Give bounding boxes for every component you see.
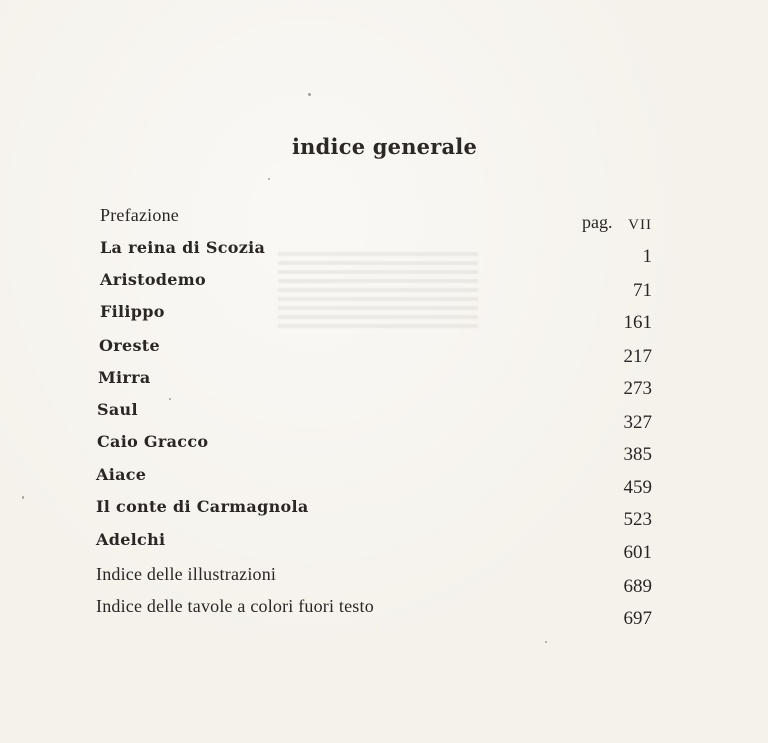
toc-entry-title: Indice delle illustrazioni	[96, 564, 277, 584]
page-title: indice generale	[292, 134, 478, 159]
toc-entry-title: Indice delle tavole a colori fuori testo	[96, 596, 374, 616]
paper-speck	[545, 641, 547, 643]
toc-entry	[96, 465, 652, 498]
toc-entry-page-number: 1	[642, 246, 652, 267]
toc-entry-page-number: 385	[623, 444, 652, 465]
toc-entry-page-number: 523	[623, 509, 652, 530]
toc-entry-title: Mirra	[98, 368, 151, 387]
paper-speck	[268, 178, 270, 180]
toc-entry-title: Saul	[97, 400, 138, 419]
toc-entry-page-number: 459	[623, 477, 652, 498]
toc-entry-title: Oreste	[99, 336, 160, 355]
toc-entry	[100, 302, 652, 333]
toc-entry-page-number: 697	[623, 608, 652, 629]
toc-entry-title: Prefazione	[100, 205, 179, 225]
page-abbreviation-label: pag.	[582, 212, 613, 232]
toc-entry	[100, 205, 652, 231]
toc-entry-page-number: 71	[633, 280, 652, 301]
toc-entry-page-number: 689	[623, 576, 652, 597]
toc-entry-page-number: 161	[623, 312, 652, 333]
toc-entry-title: Caio Gracco	[97, 432, 209, 451]
toc-entry-page-number: 327	[623, 412, 652, 433]
toc-entry-page-number: 273	[623, 378, 652, 399]
toc-entry-title: Aiace	[96, 465, 147, 484]
toc-entry	[97, 432, 652, 465]
toc-entry	[98, 368, 652, 399]
paper-speck	[308, 93, 311, 96]
toc-entry	[96, 596, 652, 629]
toc-entry-title: Aristodemo	[100, 270, 206, 289]
toc-entry	[96, 497, 652, 530]
paper-speck	[22, 496, 24, 499]
toc-entry-title: Filippo	[100, 302, 165, 321]
toc-entry-title: Adelchi	[96, 530, 166, 549]
toc-entry	[97, 400, 652, 433]
toc-entry	[99, 336, 652, 367]
toc-entry-title: Il conte di Carmagnola	[96, 497, 309, 516]
toc-entry	[100, 238, 652, 267]
toc-entry	[96, 530, 652, 563]
toc-entry-page-number: VII	[628, 217, 652, 233]
toc-entry	[100, 270, 652, 301]
toc-entry-page-number: 601	[623, 542, 652, 563]
toc-entry-page-number: 217	[623, 346, 652, 367]
toc-entry-title: La reina di Scozia	[100, 238, 266, 257]
toc-entry	[96, 564, 652, 597]
